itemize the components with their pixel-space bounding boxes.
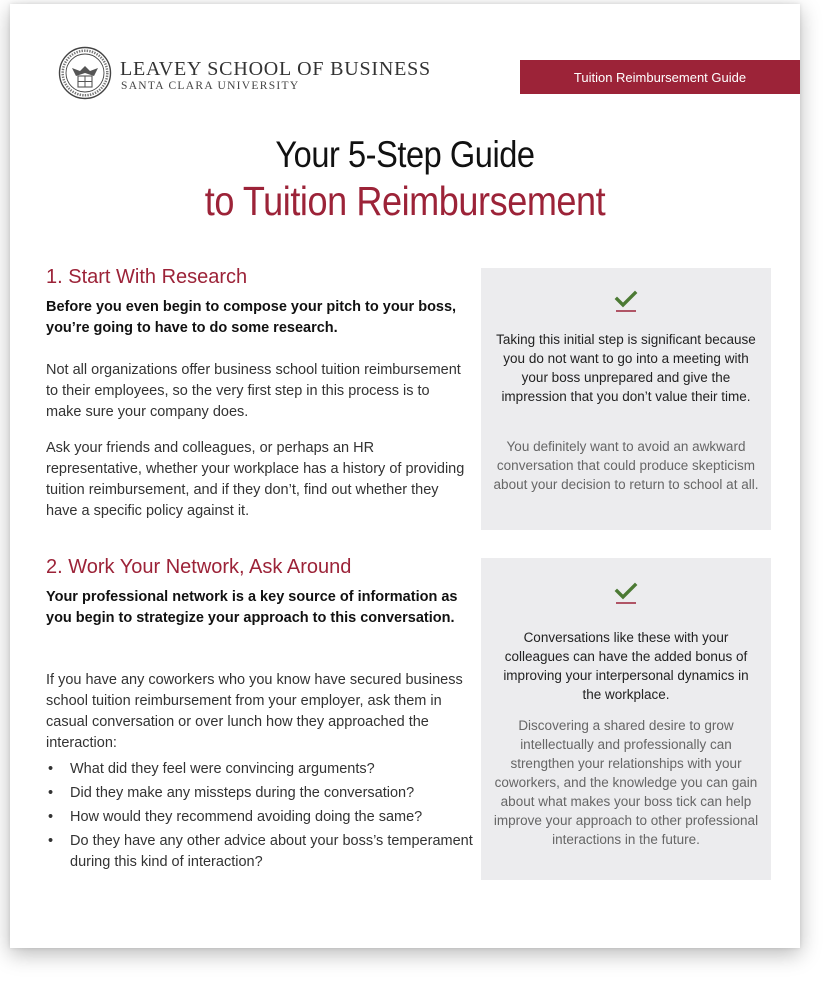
- section-heading: 2. Work Your Network, Ask Around: [46, 556, 352, 578]
- callout-secondary-text: Discovering a shared desire to grow intellectually and professionally can strengthen your relationships with your coworkers, and the knowledge you can gain about what makes your boss tick can help improve your approach to other professional interactions in the future.: [493, 718, 759, 847]
- document-page: [10, 4, 800, 948]
- checkmark-icon: [481, 582, 771, 611]
- list-item: • Do they have any other advice about your boss’s temperament during this kind of interaction?: [48, 833, 473, 870]
- university-name: SANTA CLARA UNIVERSITY: [121, 80, 300, 92]
- section-paragraph: Not all organizations offer business school tuition reimbursement to their employees, so the very first step in this process is to make sure your company does.: [46, 362, 461, 420]
- callout-box: [481, 558, 771, 880]
- callout-secondary-text: You definitely want to avoid an awkward conversation that could produce skepticism about your decision to return to school at all.: [493, 439, 759, 492]
- callout-main-text: Taking this initial step is significant because you do not want to go into a meeting with your boss unprepared and give the impression that you don’t value their time.: [496, 332, 756, 404]
- list-item: • How would they recommend avoiding doing the same?: [48, 809, 423, 825]
- checkmark-icon: [481, 290, 771, 319]
- callout-box: [481, 268, 771, 530]
- bullet-list: [46, 759, 476, 876]
- school-name: LEAVEY SCHOOL OF BUSINESS: [120, 58, 431, 80]
- list-item: • What did they feel were convincing arguments?: [48, 761, 375, 777]
- title-line-1: Your 5-Step Guide: [275, 134, 535, 175]
- title-line-2: to Tuition Reimbursement: [204, 178, 606, 224]
- callout-main-text: Conversations like these with your colleagues can have the added bonus of improving your interpersonal dynamics in the workplace.: [503, 630, 749, 702]
- section-heading: 1. Start With Research: [46, 266, 248, 288]
- section-paragraph: If you have any coworkers who you know have secured business school tuition reimbursement from your employer, ask them in casual conversation or over lunch how they approached the interaction:: [46, 672, 463, 751]
- section-lead: Before you even begin to compose your pitch to your boss, you’re going to have to do some research.: [46, 299, 457, 336]
- guide-banner: Tuition Reimbursement Guide: [520, 60, 800, 94]
- university-seal-icon: [58, 46, 112, 100]
- list-item: • Did they make any missteps during the conversation?: [48, 785, 415, 801]
- section-paragraph: Ask your friends and colleagues, or perhaps an HR representative, whether your workplace has a history of providing tuition reimbursement, and if they don’t, find out whether they have a specific policy against it.: [46, 440, 465, 519]
- section-lead: Your professional network is a key source of information as you begin to strategize your approach to this conversation.: [46, 589, 458, 626]
